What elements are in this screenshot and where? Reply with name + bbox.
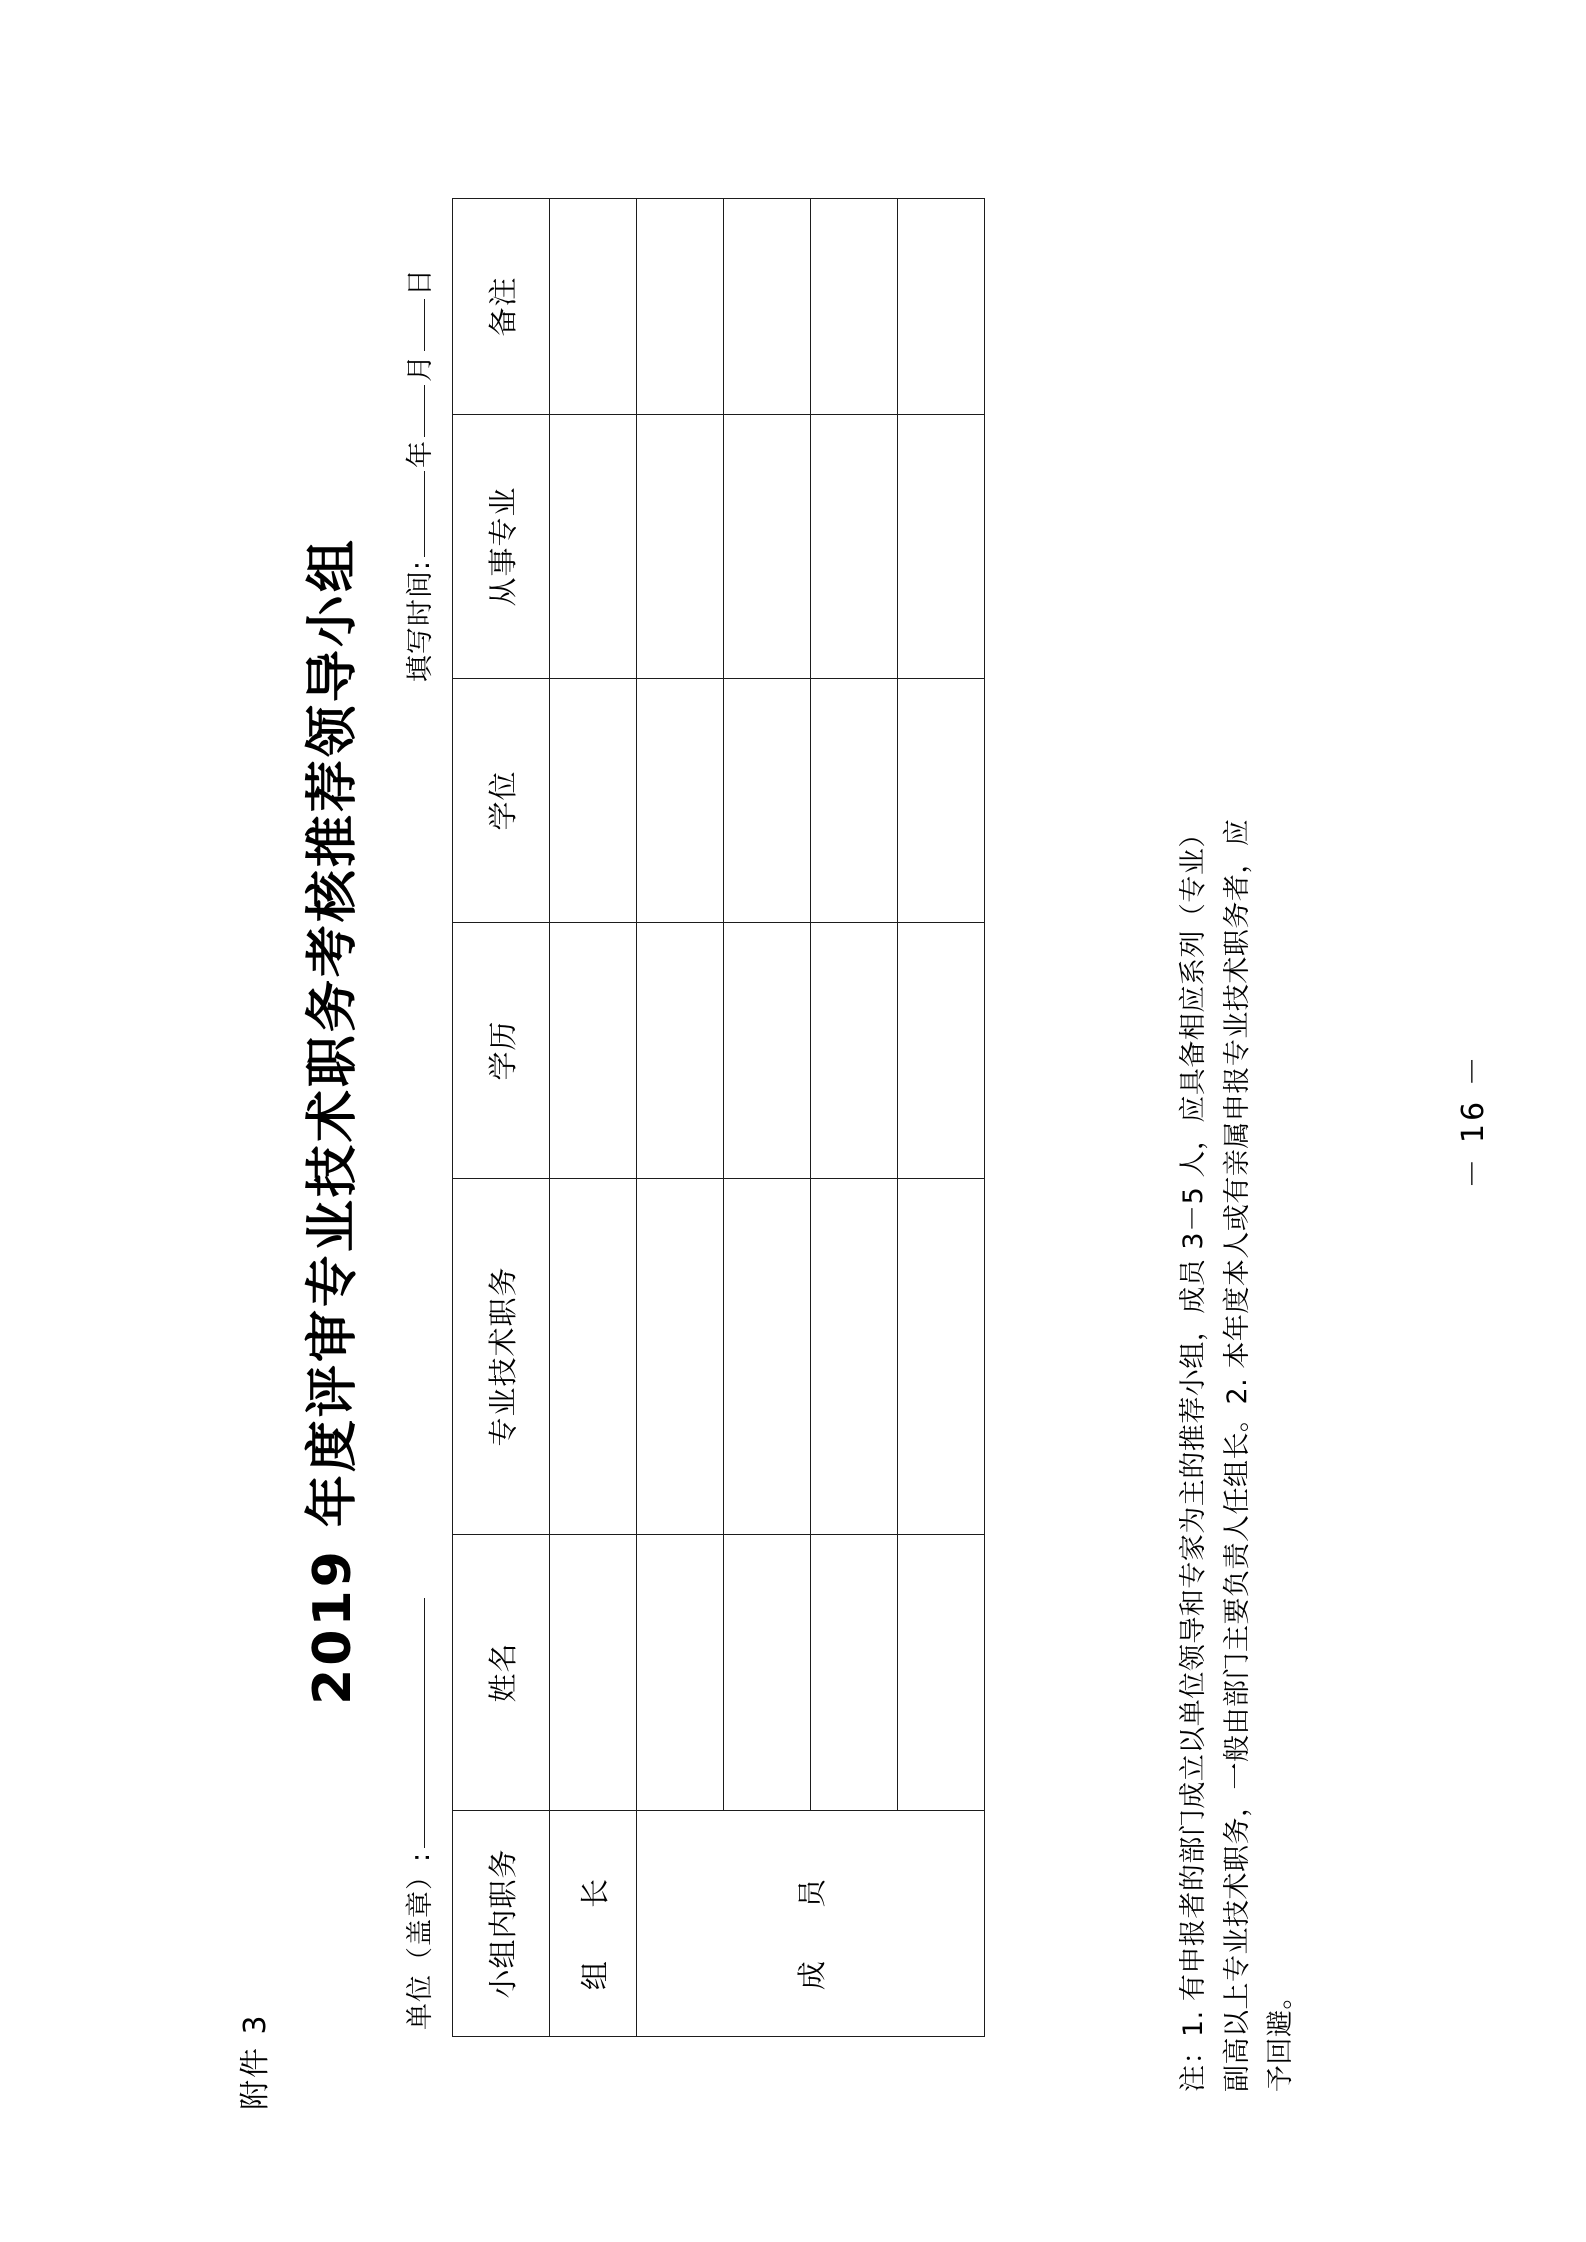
cell-remark[interactable] [637,199,724,415]
cell-name[interactable] [898,1535,985,1811]
notes-line-2: 副高以上专业技术职务，一般由部门主要负责人任组长。2. 本年度本人或有亲属申报专业技术职务者，应 [1221,818,1253,2092]
row-role-leader: 组 长 [550,1811,637,2037]
fill-time-month-unit: 月 [405,354,436,382]
cell-degree[interactable] [550,679,637,923]
fill-time-day-blank [423,299,425,351]
cell-major[interactable] [811,415,898,679]
cell-name[interactable] [550,1535,637,1811]
table-header-row [453,199,550,2037]
attachment-label: 附件 3 [238,2013,273,2110]
table-row [811,199,898,2037]
cell-degree[interactable] [811,679,898,923]
row-role-members: 成 员 [637,1811,985,2037]
cell-major[interactable] [898,415,985,679]
cell-education[interactable] [811,923,898,1179]
column-header-professional-title: 专业技术职务 [453,1179,550,1535]
cell-professional-title[interactable] [550,1179,637,1535]
cell-professional-title[interactable] [637,1179,724,1535]
cell-education[interactable] [550,923,637,1179]
fill-time-label: 填写时间: [405,560,436,683]
fill-time-field [398,268,437,682]
cell-degree[interactable] [724,679,811,923]
table-row [724,199,811,2037]
unit-seal-blank [423,1598,425,1848]
page-title: 2019 年度评审专业技术职务考核推荐领导小组 [303,537,363,1705]
column-header-role: 小组内职务 [453,1811,550,2037]
cell-professional-title[interactable] [811,1179,898,1535]
table-row [898,199,985,2037]
cell-major[interactable] [724,415,811,679]
cell-education[interactable] [637,923,724,1179]
notes-block [1172,132,1303,2092]
table-row [637,199,724,2037]
unit-seal-label: 单位（盖章）: [405,1851,436,2030]
column-header-remark: 备注 [453,199,550,415]
page-number: － 16 － [1456,1053,1491,1189]
cell-professional-title[interactable] [724,1179,811,1535]
cell-professional-title[interactable] [898,1179,985,1535]
cell-major[interactable] [637,415,724,679]
table-row [550,199,637,2037]
cell-remark[interactable] [550,199,637,415]
cell-remark[interactable] [724,199,811,415]
column-header-major: 从事专业 [453,415,550,679]
fill-time-year-blank [423,471,425,557]
notes-line-1: 注：1. 有申报者的部门成立以单位领导和专家为主的推荐小组，成员 3－5 人，应具备相应系列（专业） [1178,820,1209,2092]
fill-time-month-blank [423,385,425,437]
cell-education[interactable] [724,923,811,1179]
cell-major[interactable] [550,415,637,679]
notes-line-3: 予回避。 [1265,1982,1297,2092]
unit-seal-field [398,1598,437,2030]
cell-remark[interactable] [811,199,898,415]
column-header-education: 学历 [453,923,550,1179]
cell-remark[interactable] [898,199,985,415]
column-header-name: 姓名 [453,1535,550,1811]
cell-name[interactable] [811,1535,898,1811]
fill-time-year-unit: 年 [405,440,436,468]
cell-degree[interactable] [637,679,724,923]
cell-name[interactable] [724,1535,811,1811]
column-header-degree: 学位 [453,679,550,923]
fill-time-day-unit: 日 [405,268,436,296]
recommendation-group-table [452,198,985,2037]
cell-name[interactable] [637,1535,724,1811]
cell-education[interactable] [898,923,985,1179]
cell-degree[interactable] [898,679,985,923]
